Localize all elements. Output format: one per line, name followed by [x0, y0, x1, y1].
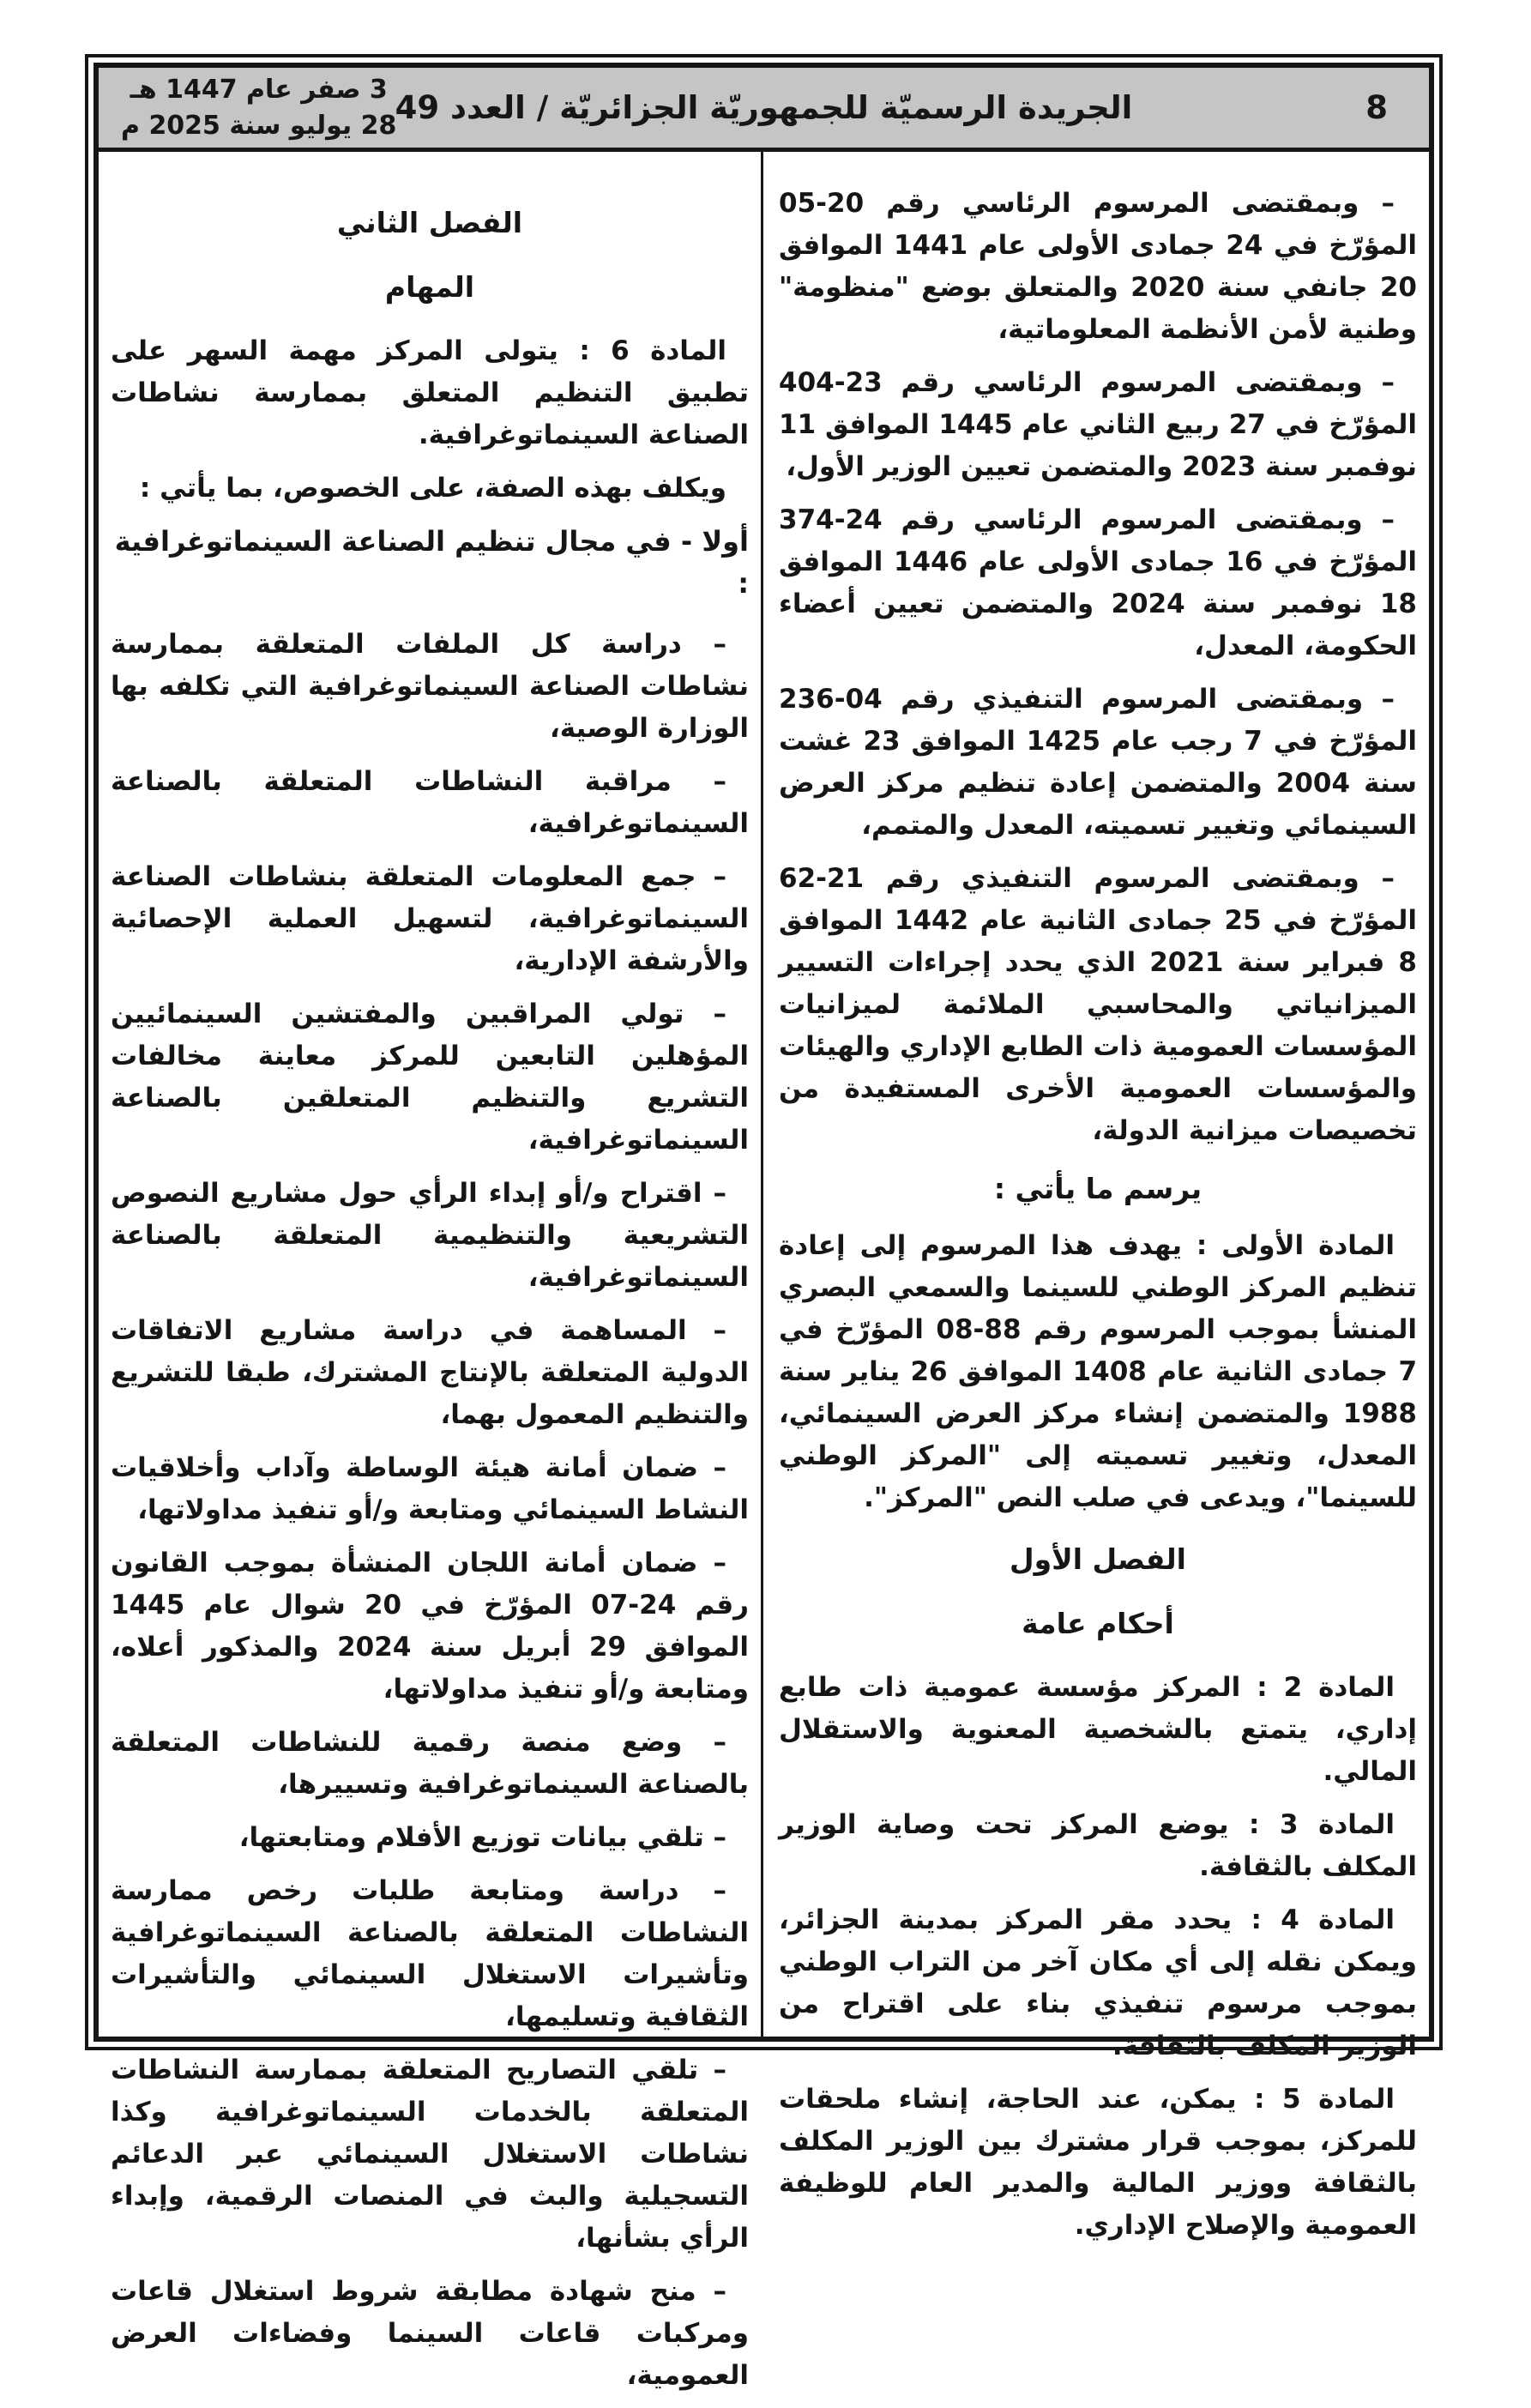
- list-item-paragraph: – جمع المعلومات المتعلقة بنشاطات الصناعة السينماتوغرافية، لتسهيل العملية الإحصائية والأرشفة الإدارية،: [111, 861, 749, 976]
- list-item-paragraph: – وضع منصة رقمية للنشاطات المتعلقة بالصناعة السينماتوغرافية وتسييرها،: [111, 1727, 749, 1800]
- article-paragraph: المادة 2 : المركز مؤسسة عمومية ذات طابع إداري، يتمتع بالشخصية المعنوية والاستقلال المالي.: [779, 1672, 1417, 1787]
- article-label: المادة الأولى :: [1181, 1230, 1395, 1261]
- chapter-heading: الفصل الثاني: [336, 206, 523, 239]
- list-item-paragraph: – وبمقتضى المرسوم التنفيذي رقم 21-62 المؤرّخ في 25 جمادى الثانية عام 1442 الموافق 8 فبراير سنة 2021 الذي يحدد إجراءات التسيير الميزانياتي والمحاسبي الملائمة لميزانيات المؤسسات العمومية ذات الطابع الإداري والهيئات والمؤسسات العمومية الأخرى المستفيدة من تخصيصات ميزانية الدولة،: [779, 863, 1418, 1146]
- list-item-paragraph: – وبمقتضى المرسوم الرئاسي رقم 23-404 المؤرّخ في 27 ربيع الثاني عام 1445 الموافق 11 نوفمبر سنة 2023 والمتضمن تعيين الوزير الأول،: [779, 367, 1418, 482]
- list-item-paragraph: – وبمقتضى المرسوم التنفيذي رقم 04-236 المؤرّخ في 7 رجب عام 1425 الموافق 23 غشت سنة 2004 والمتضمن إعادة تنظيم مركز العرض السينمائي وتغيير تسميته، المعدل والمتمم،: [779, 684, 1418, 841]
- article-paragraph: المادة 6 : يتولى المركز مهمة السهر على تطبيق التنظيم المتعلق بممارسة نشاطات الصناعة السينماتوغرافية.: [111, 335, 749, 450]
- list-item-paragraph: – دراسة كل الملفات المتعلقة بممارسة نشاطات الصناعة السينماتوغرافية التي تكلفه بها الوزارة الوصية،: [111, 629, 749, 744]
- list-item-paragraph: – تولي المراقبين والمفتشين السينمائيين المؤهلين التابعين للمركز معاينة مخالفات التشريع والتنظيم المتعلقين بالصناعة السينماتوغرافية،: [111, 999, 749, 1156]
- article-paragraph: المادة 4 : يحدد مقر المركز بمدينة الجزائر، ويمكن نقله إلى أي مكان آخر من التراب الوطني بموجب مرسوم تنفيذي بناء على اقتراح من الوزير المكلف بالثقافة.: [779, 1904, 1417, 2061]
- body-paragraph: ويكلف بهذه الصفة، على الخصوص، بما يأتي :: [139, 473, 726, 504]
- article-paragraph: المادة الأولى : يهدف هذا المرسوم إلى إعادة تنظيم المركز الوطني للسينما والسمعي البصري المنشأ بموجب المرسوم رقم 88-08 المؤرّخ في 7 جمادى الثانية عام 1408 الموافق 26 يناير سنة 1988 والمتضمن إنشاء مركز العرض السينمائي، المعدل، وتغيير تسميته إلى "المركز الوطني للسينما"، ويدعى في صلب النص "المركز".: [779, 1230, 1418, 1513]
- article-label: المادة 4 :: [1232, 1904, 1395, 1935]
- list-item-paragraph: – اقتراح و/أو إبداء الرأي حول مشاريع النصوص التشريعية والتنظيمية المتعلقة بالصناعة السينماتوغرافية،: [111, 1178, 749, 1293]
- list-item-paragraph: – وبمقتضى المرسوم الرئاسي رقم 24-374 المؤرّخ في 16 جمادى الأولى عام 1446 الموافق 18 نوفمبر سنة 2024 والمتضمن تعيين أعضاء الحكومة، المعدل،: [779, 504, 1417, 661]
- column-right: [779, 183, 1417, 2258]
- article-label: المادة 2 :: [1240, 1672, 1395, 1703]
- masthead-bar: [99, 68, 1429, 152]
- article-paragraph: المادة 3 : يوضع المركز تحت وصاية الوزير المكلف بالثقافة.: [779, 1809, 1417, 1882]
- list-item-paragraph: – مراقبة النشاطات المتعلقة بالصناعة السينماتوغرافية،: [111, 766, 749, 839]
- article-label: المادة 6 :: [558, 335, 726, 366]
- gazette-title: الجريدة الرسميّة للجمهوريّة الجزائريّة / العدد 49: [395, 89, 1133, 126]
- date-hijri: 3 صفر عام 1447 هـ: [130, 74, 388, 105]
- list-item-paragraph: – دراسة ومتابعة طلبات رخص ممارسة النشاطات المتعلقة بالصناعة السينماتوغرافية وتأشيرات الاستغلال السينمائي والتأشيرات الثقافية وتسليمها،: [111, 1875, 749, 2032]
- enactment-formula: يرسم ما يأتي :: [993, 1172, 1202, 1205]
- list-item-paragraph: – ضمان أمانة اللجان المنشأة بموجب القانون رقم 24-07 المؤرّخ في 20 شوال عام 1445 الموافق 29 أبريل سنة 2024 والمذكور أعلاه، ومتابعة و/أو تنفيذ مداولاتها،: [111, 1548, 750, 1705]
- list-item-paragraph: – تلقي بيانات توزيع الأفلام ومتابعتها،: [238, 1822, 726, 1853]
- chapter-heading: أحكام عامة: [1022, 1607, 1174, 1640]
- page-border-outer: [85, 54, 1443, 2391]
- chapter-heading: الفصل الأول: [1010, 1542, 1186, 1576]
- chapter-heading: المهام: [384, 270, 475, 304]
- issue-dates: [121, 68, 396, 148]
- list-item-paragraph: – منح شهادة مطابقة شروط استغلال قاعات ومركبات قاعات السينما وفضاءات العرض العمومية،: [111, 2276, 749, 2391]
- list-item-paragraph: – المساهمة في دراسة مشاريع الاتفاقات الدولية المتعلقة بالإنتاج المشترك، طبقا للتشريع والتنظيم المعمول بهما،: [111, 1315, 749, 1430]
- article-paragraph: المادة 5 : يمكن، عند الحاجة، إنشاء ملحقات للمركز، بموجب قرار مشترك بين الوزير المكلف بالثقافة ووزير المالية والمدير العام للوظيفة العمومية والإصلاح الإداري.: [779, 2084, 1417, 2241]
- article-label: المادة 5 :: [1236, 2084, 1395, 2115]
- list-item-paragraph: – تلقي التصاريح المتعلقة بممارسة النشاطات المتعلقة بالخدمات السينماتوغرافية وكذا نشاطات الاستغلال السينمائي عبر الدعائم التسجيلية والبث في المنصات الرقمية، وإبداء الرأي بشأنها،: [111, 2055, 749, 2254]
- list-item-paragraph: – ضمان أمانة هيئة الوساطة وآداب وأخلاقيات النشاط السينمائي ومتابعة و/أو تنفيذ مداولاتها،: [111, 1452, 749, 1525]
- column-divider: [761, 152, 763, 2037]
- article-label: المادة 3 :: [1228, 1809, 1395, 1840]
- page-border-inner: [93, 63, 1434, 2391]
- section-subheading: أولا - في مجال تنظيم الصناعة السينماتوغرافية :: [114, 525, 749, 600]
- page-number: 8: [1365, 89, 1388, 126]
- list-item-paragraph: – وبمقتضى المرسوم الرئاسي رقم 20-05 المؤرّخ في 24 جمادى الأولى عام 1441 الموافق 20 جانفي سنة 2020 والمتعلق بوضع "منظومة" وطنية لأمن الأنظمة المعلوماتية،: [779, 188, 1417, 345]
- date-gregorian: 28 يوليو سنة 2025 م: [121, 110, 397, 141]
- column-left: [111, 183, 749, 2408]
